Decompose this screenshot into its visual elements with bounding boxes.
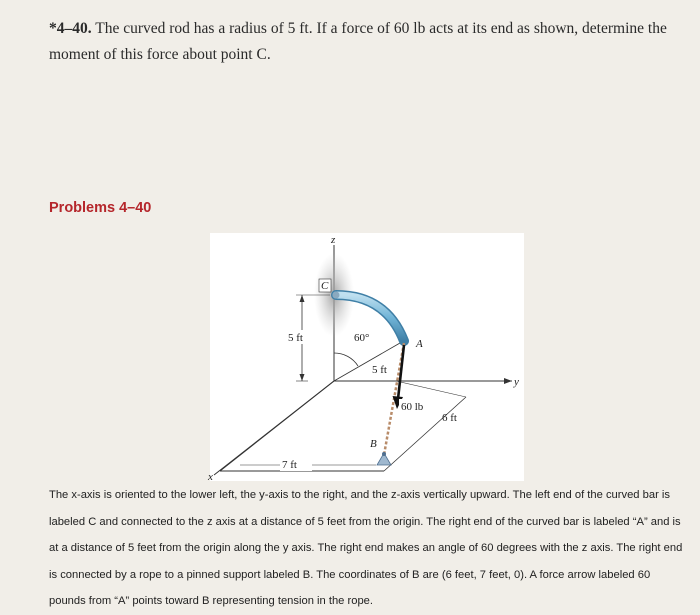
rod-end-c <box>333 292 340 299</box>
ground-plane <box>220 381 512 471</box>
problem-number: *4–40. <box>49 20 92 37</box>
pinned-support <box>377 452 391 465</box>
x-axis-label: x <box>208 471 213 483</box>
problem-statement <box>49 16 689 68</box>
force-label: 60 lb <box>401 401 424 413</box>
dist-x-label: 7 ft <box>282 459 297 471</box>
point-a-label: A <box>416 338 423 350</box>
radius-label: 5 ft <box>372 364 387 376</box>
point-c-label: C <box>321 280 329 292</box>
z-axis-label: z <box>331 234 336 246</box>
figure-diagram <box>210 233 524 481</box>
point-b-label: B <box>370 438 377 450</box>
height-label: 5 ft <box>288 332 303 344</box>
problems-heading: Problems 4–40 <box>49 200 152 216</box>
x-axis <box>214 381 334 475</box>
figure-caption: The x-axis is oriented to the lower left, the y-axis to the right, and the z-axis vertically upward. The left end of the curved bar is labeled C and connected to the z axis at a distance of 5 feet from the origin. The right end of the curved bar is labeled “A” and is at a distance of 5 feet from the origin along the y axis. The right end makes an angle of 60 degrees with the z axis. The right end is connected by a rope to a pinned support labeled B. The coordinates of B are (6 feet, 7 feet, 0). A force arrow labeled 60 pounds from “A” points toward B representing tension in the rope. <box>49 489 683 607</box>
y-axis-label: y <box>514 376 519 388</box>
problem-text: The curved rod has a radius of 5 ft. If a force of 60 lb acts at its end as shown, determine the moment of this force about point C. <box>49 20 667 63</box>
dist-y-label: 6 ft <box>442 412 457 424</box>
problem-figure <box>210 233 524 481</box>
radius-line <box>334 343 400 381</box>
angle-label: 60° <box>354 332 370 344</box>
y-axis <box>334 378 512 384</box>
